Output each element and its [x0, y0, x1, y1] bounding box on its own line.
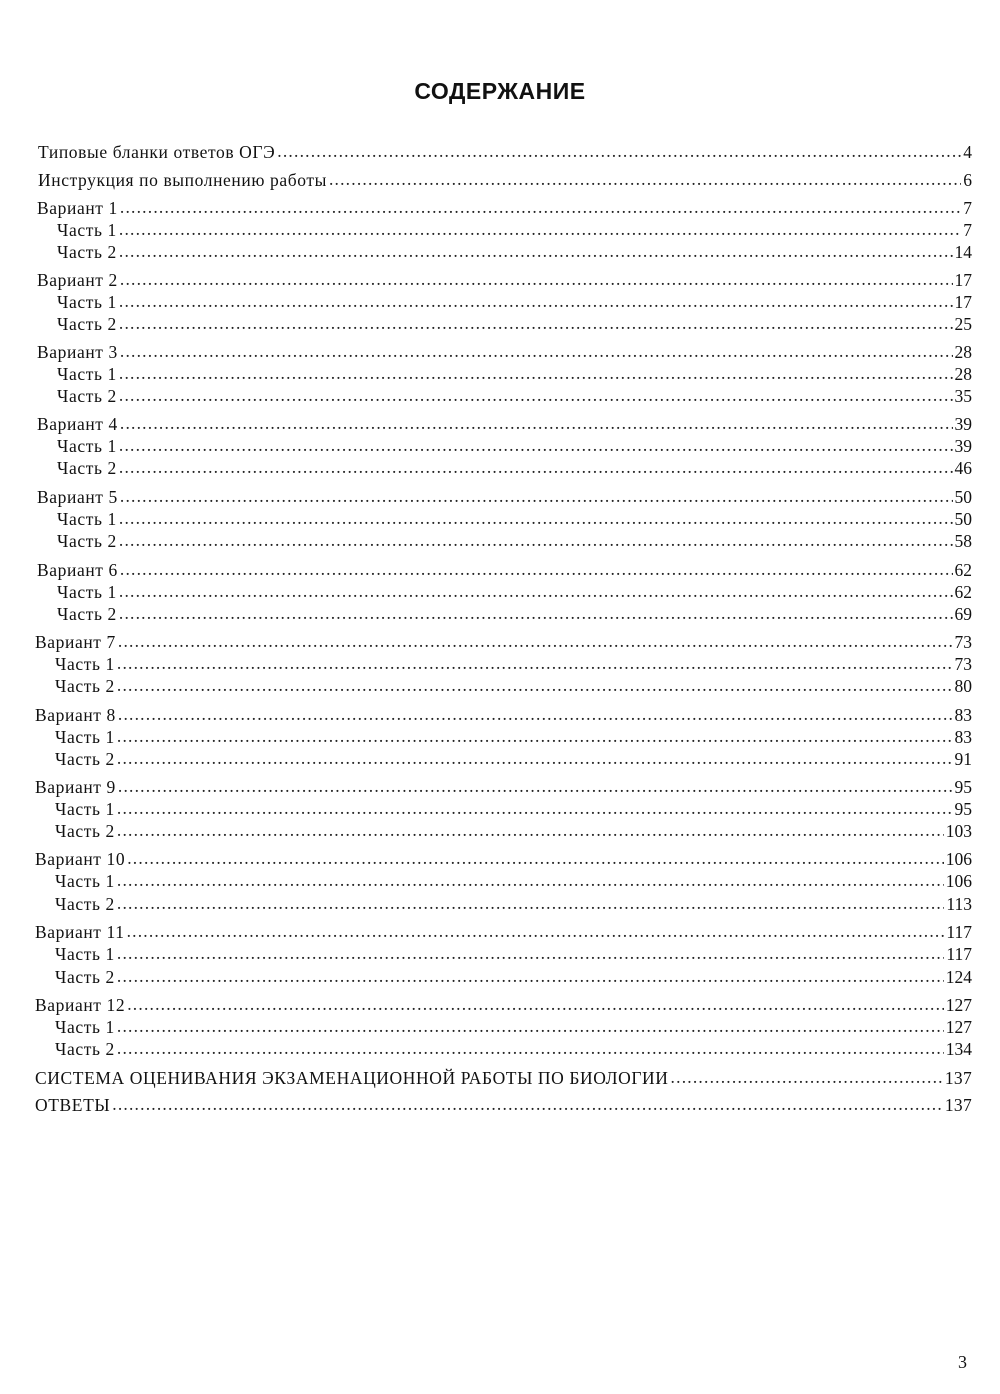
toc-entry	[37, 413, 972, 435]
toc-leader-dots	[127, 993, 944, 1015]
toc-leader-dots	[119, 384, 953, 406]
toc-entry-label: Часть 1	[55, 799, 115, 819]
toc-entry-page: 117	[946, 922, 972, 942]
toc-subentry	[55, 1016, 972, 1038]
toc-entry	[35, 631, 972, 653]
toc-entry-label: Вариант 12	[35, 995, 126, 1015]
toc-leader-dots	[118, 775, 953, 797]
toc-entry-label: Часть 1	[55, 654, 115, 674]
toc-entry-page: 7	[963, 198, 972, 218]
toc-leader-dots	[127, 920, 945, 942]
toc-entry	[37, 269, 972, 291]
toc-subentry	[55, 1038, 972, 1060]
toc-entry-label: Вариант 4	[37, 414, 118, 434]
toc-leader-dots	[117, 1037, 944, 1059]
toc-entry-label: Вариант 8	[35, 705, 116, 725]
toc-subentry	[57, 530, 972, 552]
toc-entry-page: 137	[944, 1068, 972, 1088]
toc-entry-page: 62	[954, 582, 972, 602]
toc-entry	[35, 704, 972, 726]
toc-subentry	[57, 508, 972, 530]
toc-entry-label: Часть 1	[57, 509, 117, 529]
toc-entry-page: 134	[945, 1039, 972, 1059]
toc-entry-page: 80	[954, 676, 972, 696]
toc-subentry	[55, 748, 972, 770]
toc-entry-label: СИСТЕМА ОЦЕНИВАНИЯ ЭКЗАМЕНАЦИОННОЙ РАБОТЫ ПО БИОЛОГИИ	[35, 1068, 669, 1088]
toc-leader-dots	[277, 140, 961, 162]
toc-subentry	[57, 581, 972, 603]
toc-entry-label: Вариант 7	[35, 632, 116, 652]
toc-entry-page: 83	[954, 705, 972, 725]
toc-entry-label: Часть 2	[55, 1039, 115, 1059]
toc-entry-label: Часть 1	[57, 220, 117, 240]
toc-leader-dots	[117, 725, 953, 747]
toc-subentry	[57, 219, 972, 241]
toc-entry-page: 62	[954, 560, 972, 580]
toc-subentry	[55, 966, 972, 988]
toc-entry-page: 103	[945, 821, 972, 841]
toc-entry-page: 117	[946, 944, 972, 964]
toc-leader-dots	[119, 507, 953, 529]
toc-subentry	[55, 726, 972, 748]
toc-leader-dots	[117, 652, 953, 674]
toc-entry-page: 4	[963, 142, 972, 162]
toc-entry-page: 95	[954, 799, 972, 819]
toc-subentry	[57, 457, 972, 479]
toc-leader-dots	[118, 630, 953, 652]
toc-subentry	[57, 435, 972, 457]
toc-entry-label: Часть 2	[55, 676, 115, 696]
toc-entry-page: 14	[954, 242, 972, 262]
toc-entry-page: 50	[954, 509, 972, 529]
toc-entry	[35, 994, 972, 1016]
toc-subentry	[57, 385, 972, 407]
toc-entry	[35, 1067, 972, 1089]
toc-entry-label: Часть 1	[55, 871, 115, 891]
toc-leader-dots	[119, 218, 961, 240]
toc-subentry	[55, 820, 972, 842]
toc-leader-dots	[671, 1066, 943, 1088]
toc-entry-label: Часть 1	[57, 292, 117, 312]
toc-entry-page: 73	[954, 654, 972, 674]
toc-entry-label: Часть 2	[55, 821, 115, 841]
toc-subentry	[55, 798, 972, 820]
toc-entry-label: Часть 2	[55, 894, 115, 914]
toc-entry-label: Часть 1	[55, 944, 115, 964]
toc-entry-label: Часть 1	[57, 582, 117, 602]
toc-entry-label: Часть 2	[57, 458, 117, 478]
toc-entry-label: Вариант 11	[35, 922, 125, 942]
toc-entry	[37, 559, 972, 581]
toc-leader-dots	[119, 312, 953, 334]
toc-entry-page: 91	[954, 749, 972, 769]
toc-leader-dots	[127, 847, 944, 869]
toc-leader-dots	[117, 965, 944, 987]
toc-entry-page: 127	[945, 995, 972, 1015]
toc-entry-label: Вариант 9	[35, 777, 116, 797]
toc-entry-page: 28	[954, 342, 972, 362]
toc-entry-page: 58	[954, 531, 972, 551]
toc-entry-label: Часть 2	[55, 749, 115, 769]
toc-entry-page: 7	[963, 220, 972, 240]
toc-leader-dots	[118, 703, 953, 725]
toc-entry-label: Часть 1	[57, 364, 117, 384]
toc-entry-page: 137	[944, 1095, 972, 1115]
toc-entry-label: Часть 1	[55, 1017, 115, 1037]
toc-entry	[35, 848, 972, 870]
toc-entry-label: Вариант 10	[35, 849, 126, 869]
toc-subentry	[55, 675, 972, 697]
toc-entry-page: 28	[954, 364, 972, 384]
toc-entry-page: 39	[954, 414, 972, 434]
toc-entry-label: Инструкция по выполнению работы	[38, 170, 327, 190]
toc-entry-label: Часть 2	[57, 604, 117, 624]
toc-leader-dots	[119, 456, 953, 478]
toc-leader-dots	[117, 674, 953, 696]
toc-entry	[38, 141, 972, 163]
toc-entry-label: Часть 1	[55, 727, 115, 747]
toc-subentry	[57, 603, 972, 625]
toc-entry	[35, 1094, 972, 1116]
toc-leader-dots	[119, 580, 953, 602]
page-number: 3	[958, 1352, 967, 1372]
toc-entry-page: 95	[954, 777, 972, 797]
toc-leader-dots	[119, 290, 953, 312]
toc-entry-label: Часть 2	[57, 242, 117, 262]
toc-subentry	[55, 870, 972, 892]
toc-entry-label: Часть 2	[57, 386, 117, 406]
toc-leader-dots	[117, 892, 945, 914]
toc-entry	[35, 776, 972, 798]
toc-leader-dots	[119, 434, 953, 456]
toc-entry-page: 6	[963, 170, 972, 190]
toc-entry-label: Часть 2	[55, 967, 115, 987]
toc-subentry	[57, 313, 972, 335]
toc-leader-dots	[119, 240, 953, 262]
toc-leader-dots	[119, 529, 953, 551]
toc-entry-label: Вариант 5	[37, 487, 118, 507]
toc-entry-page: 106	[945, 849, 972, 869]
toc-leader-dots	[120, 558, 953, 580]
toc-subentry	[57, 363, 972, 385]
toc-entry-label: Вариант 1	[37, 198, 118, 218]
toc-leader-dots	[329, 168, 961, 190]
toc-entry-label: Вариант 2	[37, 270, 118, 290]
toc-subentry	[55, 653, 972, 675]
toc-entry-label: Часть 2	[57, 531, 117, 551]
toc-entry-page: 50	[954, 487, 972, 507]
toc-entry-page: 106	[945, 871, 972, 891]
toc-entry-label: Часть 1	[57, 436, 117, 456]
page-title: СОДЕРЖАНИЕ	[414, 78, 586, 104]
toc-entry-page: 124	[945, 967, 972, 987]
toc-leader-dots	[120, 268, 953, 290]
toc-leader-dots	[117, 797, 953, 819]
toc-entry	[37, 197, 972, 219]
toc-leader-dots	[119, 362, 953, 384]
toc-entry-page: 127	[945, 1017, 972, 1037]
toc-entry-label: Вариант 6	[37, 560, 118, 580]
toc-subentry	[57, 241, 972, 263]
toc-entry-label: Вариант 3	[37, 342, 118, 362]
toc-entry-page: 46	[954, 458, 972, 478]
toc-entry-page: 25	[954, 314, 972, 334]
toc-entry-page: 73	[954, 632, 972, 652]
toc-entry-page: 113	[946, 894, 972, 914]
toc-leader-dots	[120, 412, 953, 434]
toc-entry-page: 83	[954, 727, 972, 747]
toc-entry	[38, 169, 972, 191]
toc-leader-dots	[117, 747, 953, 769]
toc-entry	[37, 341, 972, 363]
toc-leader-dots	[117, 819, 944, 841]
toc-entry-label: Типовые бланки ответов ОГЭ	[38, 142, 276, 162]
toc-leader-dots	[117, 1015, 944, 1037]
toc-leader-dots	[119, 602, 953, 624]
toc-leader-dots	[120, 340, 953, 362]
toc-entry-label: ОТВЕТЫ	[35, 1095, 111, 1115]
toc-leader-dots	[117, 942, 945, 964]
toc-leader-dots	[120, 485, 953, 507]
toc-entry-page: 39	[954, 436, 972, 456]
toc-leader-dots	[120, 196, 961, 218]
toc-entry-page: 69	[954, 604, 972, 624]
toc-subentry	[55, 943, 972, 965]
toc-entry-page: 35	[954, 386, 972, 406]
toc-subentry	[57, 291, 972, 313]
toc-entry	[37, 486, 972, 508]
toc-subentry	[55, 893, 972, 915]
toc-entry	[35, 921, 972, 943]
toc-leader-dots	[117, 869, 944, 891]
toc-entry-page: 17	[954, 270, 972, 290]
toc-entry-page: 17	[954, 292, 972, 312]
toc-leader-dots	[112, 1093, 943, 1115]
toc-entry-label: Часть 2	[57, 314, 117, 334]
